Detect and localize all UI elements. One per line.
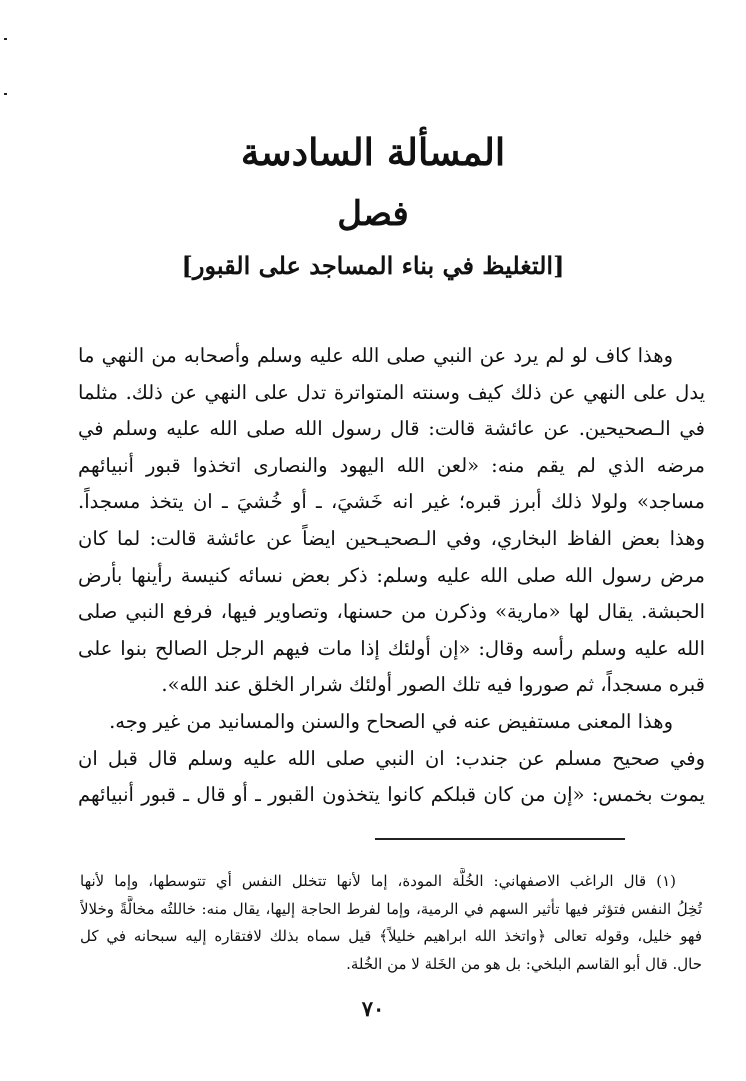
body-line: وهذا المعنى مستفيض عنه في الصحاح والسنن والمسانيد من غير وجه. bbox=[109, 709, 673, 733]
edge-mark bbox=[4, 38, 7, 40]
body-line: مرض رسول الله صلى الله عليه وسلم: ذكر بعض نسائه كنيسة رأينها بأرض bbox=[78, 563, 705, 587]
body-line: يموت بخمس: «إن من كان قبلكم كانوا يتخذون القبور ـ أو قال ـ قبور أنبيائهم bbox=[78, 783, 705, 807]
body-line: وهذا كاف لو لم يرد عن النبي صلى الله عليه وسلم وأصحابه من النهي ما bbox=[78, 344, 673, 367]
footnotes bbox=[80, 868, 702, 978]
edge-mark bbox=[4, 93, 7, 95]
section-subtitle: [التغليظ في بناء المساجد على القبور] bbox=[181, 251, 565, 280]
section-title: فصل bbox=[337, 194, 409, 234]
footnote-line: فهو خليل، وقوله تعالى ﴿واتخذ الله ابراهيم خليلاً﴾ قيل سماه بذلك لافتقاره إليه سبحانه في كل bbox=[80, 927, 702, 945]
page-number: ٧٠ bbox=[361, 996, 385, 1021]
body-line: مرضه الذي لم يقم منه: «لعن الله اليهود والنصارى اتخذوا قبور أنبيائهم bbox=[78, 453, 705, 477]
body-line: وفي صحيح مسلم عن جندب: ان النبي صلى الله عليه وسلم قال قبل ان bbox=[78, 746, 705, 770]
body-line: الحبشة. يقال لها «مارية» وذكرن من حسنها، وتصاوير فيها، فرفع النبي صلى bbox=[78, 600, 705, 624]
chapter-title: المسألة السادسة bbox=[240, 130, 506, 174]
body-line: وهذا بعض الفاظ البخاري، وفي الـصحيـحين ايضاً عن عائشة قالت: لما كان bbox=[78, 526, 705, 550]
body-line: الله عليه وسلم رأسه وقال: «إن أولئك إذا مات فيهم الرجل الصالح بنوا على bbox=[78, 636, 705, 660]
footnote-separator bbox=[375, 838, 625, 840]
footnote-line: (١) قال الراغب الاصفهاني: الخُلَّة المودة، إما لأنها تتخلل النفس أي تتوسطها، وإما لأنها bbox=[80, 872, 676, 890]
footnote-line: تُخِلُ النفس فتؤثر فيها تأثير السهم في الرمية، وإما لفرط الحاجة إليها، يقال منه: خاللتُه مخالَّةً وخلالاً bbox=[80, 899, 702, 918]
body-line: في الـصحيحين. عن عائشة قالت: قال رسول الله صلى الله عليه وسلم في bbox=[78, 417, 705, 441]
body-line: قبره مسجداً، ثم صوروا فيه تلك الصور أولئك شرار الخلق عند الله». bbox=[161, 673, 705, 697]
body-line: يدل على النهي عن ذلك كيف وسنته المتواترة تدل على النهي عن ذلك. مثلما bbox=[78, 380, 705, 404]
body-text bbox=[78, 338, 705, 814]
body-line: مساجد» ولولا ذلك أبرز قبره؛ غير انه خَشيَ، ـ أو خُشيَ ـ ان يتخذ مسجداً. bbox=[78, 490, 705, 514]
footnote-line: حال. قال أبو القاسم البلخي: بل هو من الخَلة لا من الخُلة. bbox=[346, 954, 702, 973]
